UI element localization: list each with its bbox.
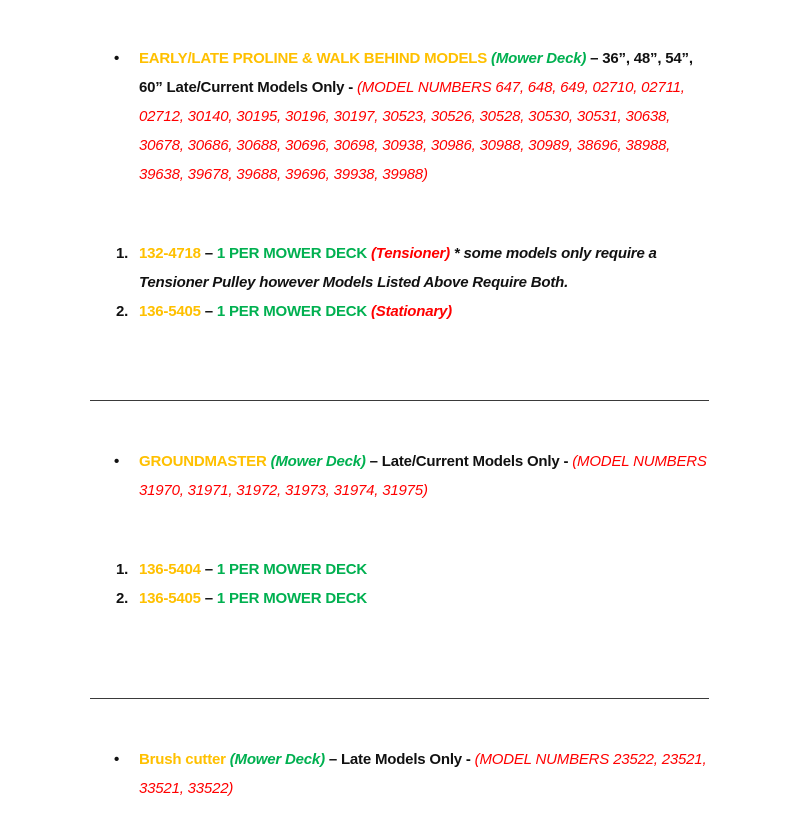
model-numbers: (MODEL NUMBERS 31970, 31971, 31972, 31973, 31974, 31975) bbox=[139, 453, 707, 499]
part-note: * some models only require a Tensioner Pulley however Models Listed Above Require Both. bbox=[139, 245, 657, 291]
quantity: 1 PER MOWER DECK bbox=[216, 561, 368, 578]
deck-label: (Mower Deck) bbox=[266, 453, 366, 470]
part-number: 136-5404 bbox=[139, 561, 201, 578]
section-divider bbox=[90, 400, 709, 401]
pulley-type: (Stationary) bbox=[367, 303, 452, 320]
model-numbers: (MODEL NUMBERS 23522, 23521, 33521, 33522) bbox=[139, 751, 707, 797]
pulley-type: (Tensioner) bbox=[367, 245, 450, 262]
bullet-groundmaster bbox=[114, 447, 714, 505]
part-item bbox=[114, 239, 674, 297]
list-number: 2. bbox=[116, 590, 129, 607]
model-numbers: (MODEL NUMBERS 647, 648, 649, 02710, 02711, 02712, 30140, 30195, 30196, 30197, 30523, 30526, 30528, 30530, 30531, 30638, 30678, 30686, 30688, 30696, 30698, 30938, 30986, 30988, 30989, 38696, 38988, 39638, 39678, 39688, 39696, 39938, 39988) bbox=[139, 79, 685, 183]
part-number: 132-4718 bbox=[139, 245, 201, 262]
dash: – bbox=[200, 590, 217, 607]
bullet-proline-walk-behind bbox=[114, 44, 714, 189]
section-divider bbox=[90, 698, 709, 699]
part-item bbox=[114, 555, 674, 584]
model-family-title: GROUNDMASTER bbox=[139, 453, 267, 470]
list-number: 2. bbox=[116, 303, 129, 320]
part-number: 136-5405 bbox=[139, 590, 201, 607]
deck-label: (Mower Deck) bbox=[491, 50, 587, 67]
part-item bbox=[114, 584, 674, 613]
dash: – bbox=[200, 561, 217, 578]
model-family-title: EARLY/LATE PROLINE & WALK BEHIND MODELS bbox=[139, 50, 488, 67]
part-number: 136-5405 bbox=[139, 303, 201, 320]
part-item bbox=[114, 297, 674, 326]
quantity: 1 PER MOWER DECK bbox=[216, 245, 368, 262]
size-info: – Late/Current Models Only - bbox=[365, 453, 573, 470]
bullet-brush-cutter bbox=[114, 745, 714, 803]
bullet-marker: • bbox=[114, 751, 120, 768]
bullet-marker: • bbox=[114, 453, 120, 470]
quantity: 1 PER MOWER DECK bbox=[216, 590, 368, 607]
size-info: – 36”, 48”, 54”, 60” Late/Current Models Only - bbox=[139, 50, 693, 96]
size-info: – Late Models Only - bbox=[324, 751, 475, 768]
list-number: 1. bbox=[116, 561, 129, 578]
quantity: 1 PER MOWER DECK bbox=[216, 303, 368, 320]
dash: – bbox=[200, 245, 217, 262]
model-family-title: Brush cutter bbox=[139, 751, 226, 768]
dash: – bbox=[200, 303, 217, 320]
bullet-marker: • bbox=[114, 50, 120, 67]
deck-label: (Mower Deck) bbox=[225, 751, 325, 768]
list-number: 1. bbox=[116, 245, 129, 262]
